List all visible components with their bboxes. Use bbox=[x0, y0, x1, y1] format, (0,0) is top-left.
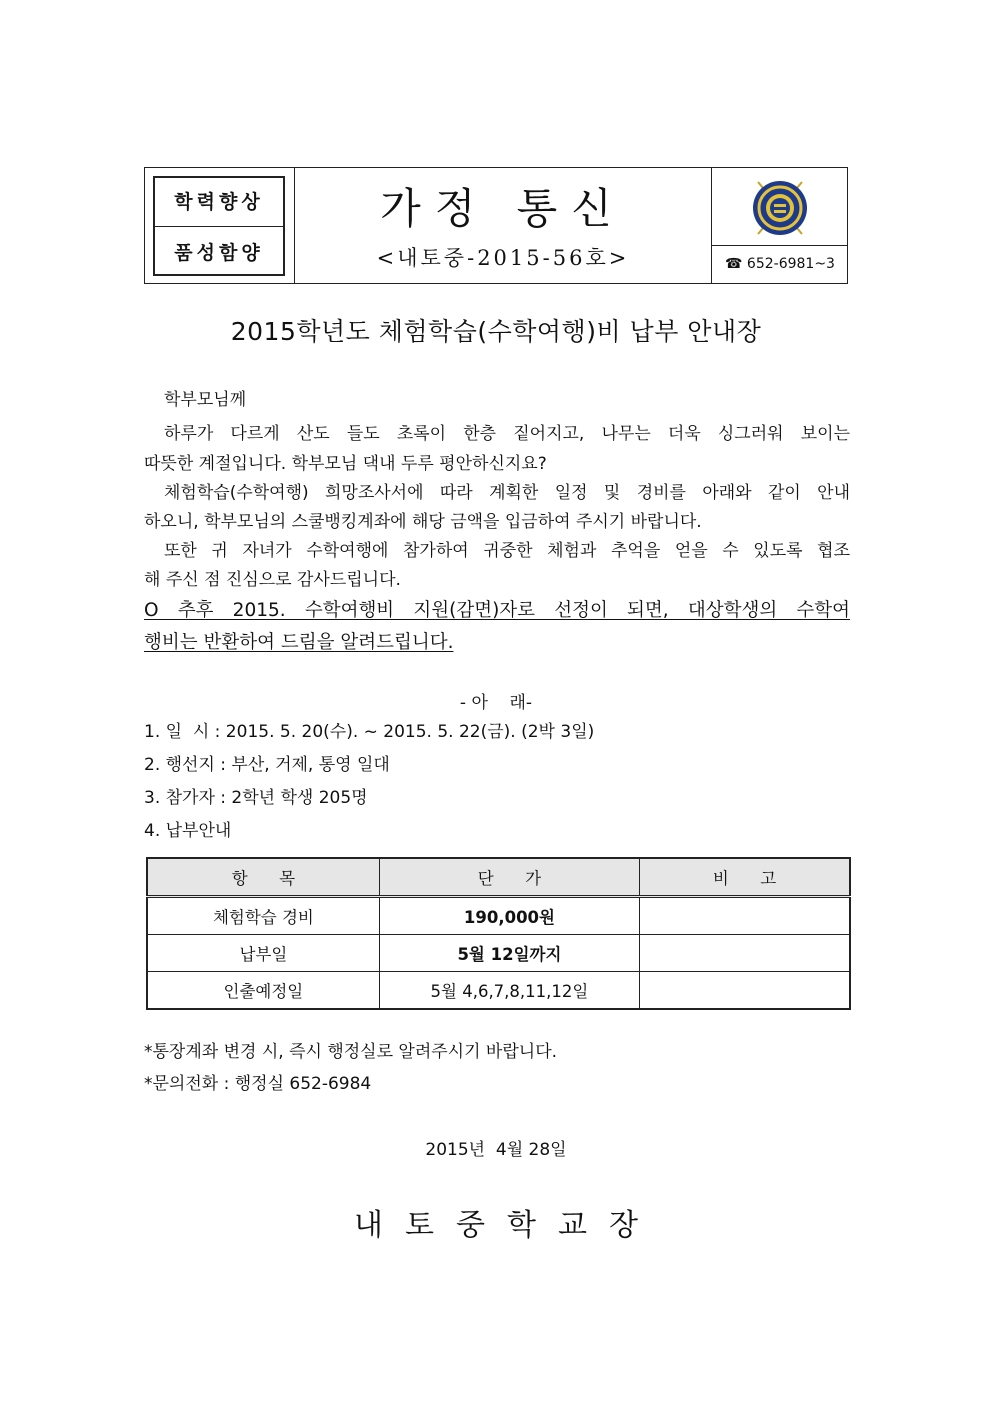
footnote-contact: *문의전화 : 행정실 652-6984 bbox=[144, 1074, 372, 1094]
footnote-account: *통장계좌 변경 시, 즉시 행정실로 알려주시기 바랍니다. bbox=[144, 1042, 558, 1062]
item-destination: 2. 행선지 : 부산, 거제, 통영 일대 bbox=[144, 755, 390, 775]
para2-line2: 하오니, 학부모님의 스쿨뱅킹계좌에 해당 금액을 입금하여 주시기 바랍니다. bbox=[144, 512, 702, 532]
para3-line2: 해 주신 점 진심으로 감사드립니다. bbox=[144, 570, 401, 590]
table-row bbox=[147, 935, 850, 972]
row-label: 인출예정일 bbox=[147, 972, 379, 1010]
para1-line2: 따뜻한 계절입니다. 학부모님 댁내 두루 평안하신지요? bbox=[144, 454, 547, 474]
header-note: 비 고 bbox=[640, 858, 850, 897]
para3-line1: 또한 귀 자녀가 수학여행에 참가하여 귀중한 체험과 추억을 얻을 수 있도록 협조 bbox=[164, 541, 850, 561]
phone-number: 652-6981~3 bbox=[746, 256, 835, 272]
para1-line1: 하루가 다르게 산도 들도 초록이 한층 짙어지고, 나무는 더욱 싱그러워 보이는 bbox=[164, 424, 850, 444]
row-note bbox=[640, 972, 850, 1010]
motto-top: 학력향상 bbox=[174, 191, 264, 213]
row-note bbox=[640, 935, 850, 972]
school-emblem-icon bbox=[748, 176, 812, 240]
row-value: 5월 4,6,7,8,11,12일 bbox=[379, 972, 639, 1010]
phone-line bbox=[715, 256, 845, 272]
table-row bbox=[147, 897, 850, 935]
document-date: 2015년 4월 28일 bbox=[425, 1140, 567, 1160]
row-label: 납부일 bbox=[147, 935, 379, 972]
para2-line1: 체험학습(수학여행) 희망조사서에 따라 계획한 일정 및 경비를 아래와 같이 안내 bbox=[164, 483, 850, 503]
phone-icon: ☎ bbox=[725, 256, 743, 272]
newsletter-title: 가정 통신 bbox=[380, 184, 626, 233]
header-block bbox=[144, 167, 848, 284]
item-payment: 4. 납부안내 bbox=[144, 821, 232, 841]
row-label: 체험학습 경비 bbox=[147, 897, 379, 935]
header-price: 단 가 bbox=[379, 858, 639, 897]
notice-line1: O 추후 2015. 수학여행비 지원(감면)자로 선정이 되면, 대상학생의 수학여 bbox=[144, 600, 850, 621]
document-title: 2015학년도 체험학습(수학여행)비 납부 안내장 bbox=[230, 317, 762, 346]
notice-line2: 행비는 반환하여 드림을 알려드립니다. bbox=[144, 632, 454, 653]
issue-number: <내토중-2015-56호> bbox=[376, 246, 630, 270]
motto-box bbox=[153, 176, 285, 276]
header-item: 항 목 bbox=[147, 858, 379, 897]
greeting: 학부모님께 bbox=[164, 390, 247, 410]
row-value: 5월 12일까지 bbox=[379, 935, 639, 972]
table-row bbox=[147, 972, 850, 1010]
item-schedule: 1. 일 시 : 2015. 5. 20(수). ~ 2015. 5. 22(금). (2박 3일) bbox=[144, 722, 595, 742]
item-participants: 3. 참가자 : 2학년 학생 205명 bbox=[144, 788, 368, 808]
table-header-row bbox=[147, 858, 850, 897]
fee-table bbox=[146, 857, 851, 1010]
row-value: 190,000원 bbox=[379, 897, 639, 935]
below-heading: - 아 래- bbox=[459, 693, 533, 713]
row-note bbox=[640, 897, 850, 935]
motto-bottom: 품성함양 bbox=[174, 242, 264, 264]
signature: 내토중학교장 bbox=[354, 1208, 660, 1243]
